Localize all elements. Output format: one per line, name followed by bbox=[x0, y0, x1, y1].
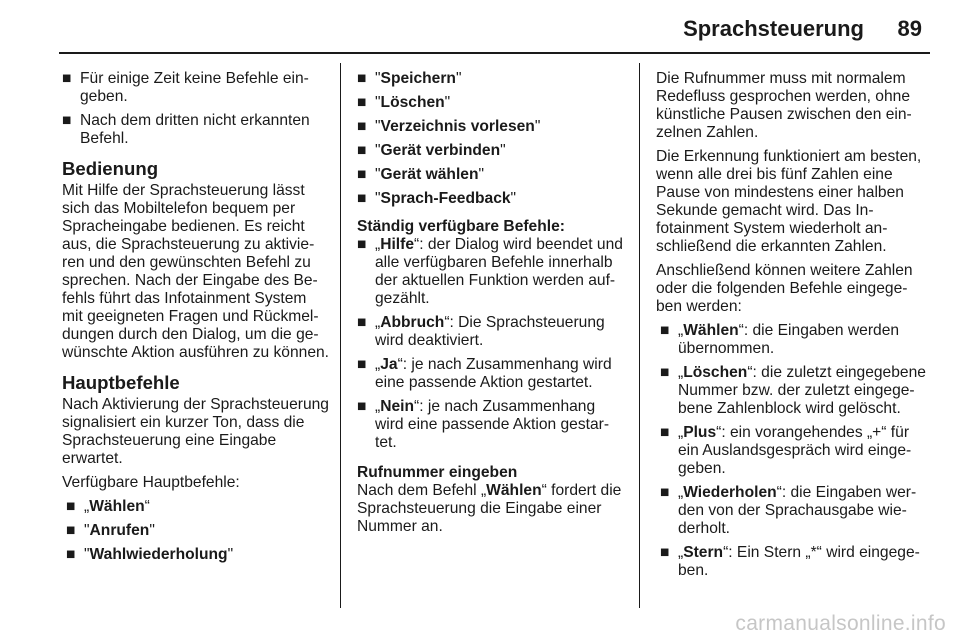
bullet-icon: ■ bbox=[357, 70, 367, 87]
bullet-icon: ■ bbox=[660, 484, 670, 501]
page-number: 89 bbox=[897, 16, 922, 41]
subheading-standig: Ständig verfügbare Befehle: bbox=[357, 218, 565, 235]
bullet-icon: ■ bbox=[660, 364, 670, 381]
list-item: ■ "Sprach-Feedback" bbox=[357, 190, 517, 207]
bullet-icon: ■ bbox=[62, 112, 72, 129]
bullet-icon: ■ bbox=[660, 544, 670, 561]
list-item: ■ „Wiederholen“: die Eingaben werden von der Sprachausgabe wiederholt. bbox=[660, 484, 917, 537]
paragraph: Die Erkennung funktioniert am besten, wenn alle drei bis fünf Zahlen eine Pause von mindestens einer halben Sekunde gemacht wird. Das Infotainment System wiederholt anschließend die erkannten Zahlen. bbox=[656, 148, 922, 255]
list-item: ■ „Hilfe“: der Dialog wird beendet und alle verfügbaren Befehle innerhalb der aktuellen Funktion werden aufgezählt. bbox=[357, 236, 623, 307]
page-header bbox=[0, 0, 960, 58]
paragraph: Anschließend können weitere Zahlen oder die folgenden Befehle eingegeben werden: bbox=[656, 262, 913, 315]
list-item: ■ „Nein“: je nach Zusammenhang wird eine passende Aktion gestartet. bbox=[357, 398, 610, 451]
header-divider bbox=[59, 52, 930, 54]
section-heading-hauptbefehle: Hauptbefehle bbox=[62, 372, 180, 393]
list-item: ■ „Plus“: ein vorangehendes „+“ für ein Auslandsgespräch wird eingegeben. bbox=[660, 424, 912, 477]
paragraph: Nach dem Befehl „Wählen“ fordert die Sprachsteuerung die Eingabe einer Nummer an. bbox=[357, 482, 622, 535]
column-divider-2 bbox=[639, 63, 640, 608]
list-item: ■ „Wählen“: die Eingaben werden übernommen. bbox=[660, 322, 900, 357]
list-item: ■ "Löschen" bbox=[357, 94, 451, 111]
column-1 bbox=[62, 70, 330, 570]
column-3 bbox=[656, 70, 926, 586]
bullet-icon: ■ bbox=[66, 498, 76, 515]
bullet-icon: ■ bbox=[357, 398, 367, 415]
bullet-icon: ■ bbox=[357, 356, 367, 373]
paragraph: Die Rufnummer muss mit normalem Redefluss gesprochen werden, ohne künstliche Pausen zwischen den einzelnen Zahlen. bbox=[656, 70, 912, 141]
list-item: ■ "Anrufen" bbox=[66, 522, 155, 539]
list-item: ■ "Speichern" bbox=[357, 70, 462, 87]
bullet-icon: ■ bbox=[357, 118, 367, 135]
bullet-icon: ■ bbox=[66, 546, 76, 563]
list-item: ■ „Löschen“: die zuletzt eingegebene Nummer bzw. der zuletzt eingegebene Zahlenblock wird gelöscht. bbox=[660, 364, 926, 417]
list-item: ■ „Ja“: je nach Zusammenhang wird eine passende Aktion gestartet. bbox=[357, 356, 612, 391]
list-item: ■ „Stern“: Ein Stern „*“ wird eingegeben. bbox=[660, 544, 920, 579]
bullet-icon: ■ bbox=[66, 522, 76, 539]
paragraph: Nach Aktivierung der Sprachsteuerung signalisiert ein kurzer Ton, dass die Sprachsteuerung eine Eingabe erwartet. bbox=[62, 396, 329, 467]
section-heading-bedienung: Bedienung bbox=[62, 158, 159, 179]
list-item: ■ "Gerät wählen" bbox=[357, 166, 485, 183]
list-item: ■ Für einige Zeit keine Befehle eingeben. bbox=[62, 70, 309, 105]
list-item: ■ "Verzeichnis vorlesen" bbox=[357, 118, 541, 135]
bullet-icon: ■ bbox=[357, 94, 367, 111]
bullet-icon: ■ bbox=[357, 314, 367, 331]
bullet-icon: ■ bbox=[357, 190, 367, 207]
column-divider-1 bbox=[340, 63, 341, 608]
paragraph: Mit Hilfe der Sprachsteuerung lässt sich das Mobiltelefon bequem per Spracheingabe bedienen. Es reicht aus, die Sprachsteuerung zu aktivieren und den gewünschten Befehl zu sprechen. Nach der Eingabe des Befehls führt das Infotainment System mit geeigneten Fragen und Rückmeldungen durch den Dialog, um die gewünschte Aktion ausführen zu können. bbox=[62, 182, 330, 361]
list-item: ■ "Wahlwiederholung" bbox=[66, 546, 234, 563]
list-item: ■ „Abbruch“: Die Sprachsteuerung wird deaktiviert. bbox=[357, 314, 605, 349]
subheading-rufnummer: Rufnummer eingeben bbox=[357, 464, 518, 481]
paragraph: Verfügbare Hauptbefehle: bbox=[62, 474, 240, 491]
watermark: carmanualsonline.info bbox=[735, 612, 946, 635]
bullet-icon: ■ bbox=[660, 322, 670, 339]
bullet-icon: ■ bbox=[62, 70, 72, 87]
page-title: Sprachsteuerung bbox=[683, 16, 864, 41]
bullet-icon: ■ bbox=[357, 166, 367, 183]
list-item: ■ „Wählen“ bbox=[66, 498, 150, 515]
list-item: ■ Nach dem dritten nicht erkannten Befehl. bbox=[62, 112, 310, 147]
bullet-icon: ■ bbox=[660, 424, 670, 441]
column-2 bbox=[357, 70, 625, 542]
bullet-icon: ■ bbox=[357, 236, 367, 253]
bullet-icon: ■ bbox=[357, 142, 367, 159]
list-item: ■ "Gerät verbinden" bbox=[357, 142, 506, 159]
